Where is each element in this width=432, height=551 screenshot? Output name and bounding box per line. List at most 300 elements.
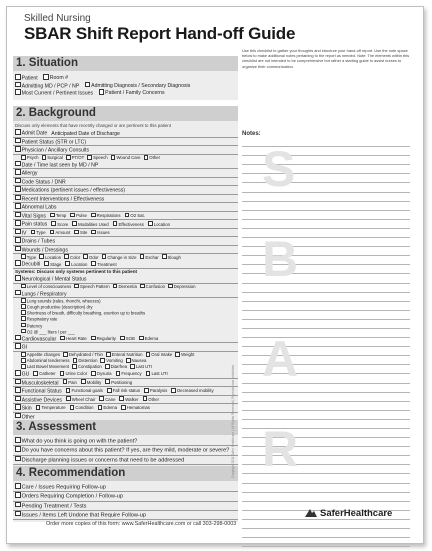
item-label: Patient Status (STR or LTC) [21,139,87,145]
item-label: GU [21,371,30,378]
extra-field [51,131,120,137]
sub-option-checkbox[interactable] [39,254,44,259]
sub-option-checkbox[interactable] [21,316,26,321]
sub-option-label: Cough productive (description) dry [26,304,93,310]
sub-option-checkbox[interactable] [111,155,116,160]
safer-healthcare-logo: SaferHealthcare [320,508,393,519]
item-label: Care / Issues Requiring Follow-up [21,484,106,491]
copyright-vertical: Copyright 2011 Safer Healthcare | All Rights Reserved | Reproduction prohibited [231,364,235,478]
sub-option-label: Location [44,254,62,260]
sub-option-checkbox[interactable] [21,298,26,303]
sub-option-checkbox[interactable] [21,304,26,309]
extra-label: Anticipated Date of Discharge [51,130,120,137]
sub-option-checkbox[interactable] [175,352,180,357]
item-label: What do you think is going on with the patient? [21,438,138,445]
sub-option [102,255,137,260]
item-checkbox[interactable] [15,186,21,192]
sub-option [168,284,196,289]
option-checkbox[interactable] [113,221,118,226]
sub-option [106,352,143,357]
option-checkbox[interactable] [66,388,71,393]
patient-checkbox[interactable] [15,74,21,80]
sub-option-label: Diarrhea [110,364,128,370]
option-label: Edema [144,336,159,342]
option-label: Stage [50,261,62,267]
current-issues-label: Most Current / Pertinent Issues [21,90,94,97]
item-label: GI [21,344,28,351]
option-label: Dysuria [96,371,112,377]
sub-option-label: Surgical [47,155,63,161]
sub-option-label: Change in Size [107,254,137,260]
inline-option [91,371,111,376]
option-checkbox[interactable] [60,336,65,341]
sub-option-label: Color [69,254,81,260]
note-line [242,411,410,420]
checklist-row [13,511,238,520]
sub-option-checkbox[interactable] [73,358,78,363]
current-issues-checkbox[interactable] [15,89,21,95]
sub-option-checkbox[interactable] [66,155,71,160]
item-label: Orders Requiring Completion / Follow-up [21,493,123,500]
sub-option [130,364,152,369]
sub-option [42,155,63,160]
note-line [242,493,410,502]
inline-option [70,405,94,410]
option-checkbox[interactable] [91,336,96,341]
item-label: Allergy [21,170,38,177]
sub-option [140,255,159,260]
option-checkbox[interactable] [66,396,71,401]
sub-option-checkbox[interactable] [63,352,68,357]
assessment-section [13,420,238,467]
checklist-row [13,237,238,246]
inline-option [171,388,213,393]
option-checkbox[interactable] [72,221,77,226]
situation-row [13,82,238,90]
background-section [13,106,238,423]
sub-option-checkbox[interactable] [72,364,77,369]
option-label: Other [148,396,160,402]
item-label: Recent Interventions / Effectiveness [21,196,105,203]
sub-option-checkbox[interactable] [140,254,145,259]
item-checkbox[interactable] [15,229,21,235]
checklist-row [13,212,238,221]
patient-label: Patient [21,75,38,82]
sub-option-label: Odor [89,254,99,260]
inline-option [99,397,115,402]
option-checkbox[interactable] [33,371,38,376]
option-checkbox[interactable] [70,213,75,218]
sub-option-label: O2 @ ___ liters / per ___ [26,329,75,335]
option-checkbox[interactable] [51,221,56,226]
item-checkbox[interactable] [15,413,21,419]
option-checkbox[interactable] [70,405,75,410]
inline-option [119,397,138,402]
sub-option-checkbox[interactable] [21,310,26,315]
item-label: Skin [21,405,32,412]
item-checkbox[interactable] [15,220,21,226]
instructions-column [242,48,410,69]
inline-option [44,262,61,267]
checklist-row [13,370,238,379]
sub-option-label: Lung sounds (rales, rhonchi, wheezes) [26,298,101,304]
option-checkbox[interactable] [125,213,130,218]
watermark-letter-b: B [262,231,299,287]
sub-option-checkbox[interactable] [126,358,131,363]
background-heading: 2. Background [13,106,238,121]
inline-option [33,371,55,376]
inline-option [65,262,87,267]
admitting-diagnosis-label: Admitting Diagnosis / Secondary Diagnosis [91,82,191,89]
sub-option [175,352,194,357]
item-checkbox[interactable] [15,446,21,452]
checklist-row [13,275,238,284]
sub-option-label: Respiratory rate [26,316,58,322]
sub-option-checkbox[interactable] [144,155,149,160]
inline-option [148,222,170,227]
checklist-row [13,483,238,492]
sub-option-checkbox[interactable] [21,364,26,369]
watermark-letter-s: S [262,141,296,197]
sub-option-label: Nausea [131,358,147,364]
inline-option [116,371,142,376]
option-checkbox[interactable] [116,371,121,376]
item-label: Other [21,413,35,420]
item-checkbox[interactable] [15,387,21,393]
situation-row [13,89,238,97]
option-checkbox[interactable] [36,405,41,410]
sub-option [21,284,71,289]
sub-option-checkbox[interactable] [105,364,110,369]
option-label: Pain [68,379,77,385]
option-label: Paralysis [149,388,168,394]
item-checkbox[interactable] [15,260,21,266]
item-checkbox[interactable] [15,379,21,385]
option-checkbox[interactable] [120,336,125,341]
item-label: Pain status [21,221,48,228]
inline-option [63,380,77,385]
background-note: Discuss only elements that have recently changed or are pertinent to this patient [15,123,171,128]
sub-option [73,358,98,363]
item-checkbox[interactable] [15,396,21,402]
option-checkbox[interactable] [91,371,96,376]
checklist-row [13,138,238,147]
sub-option-label: Patency [26,323,43,329]
note-line [242,484,410,493]
sub-option-checkbox[interactable] [83,254,88,259]
inline-option [121,405,150,410]
sub-option-label: Dehydrated / Thin [68,352,103,358]
item-label: Cardiovascular [21,336,57,343]
sub-option-label: Eschar [145,254,159,260]
sub-option-label: Other [149,155,161,161]
systems-note: Systems: Discuss only systems pertinent to this patient [15,268,138,274]
recommendation-section [13,466,238,522]
sub-option [87,155,107,160]
form-subtitle: Skilled Nursing [24,13,91,24]
item-checkbox[interactable] [15,275,21,281]
sub-option-label: Psych [26,155,39,161]
option-label: Effectiveness [118,221,144,227]
item-checkbox[interactable] [15,237,21,243]
sub-option-label: Weight [181,352,195,358]
option-checkbox[interactable] [63,379,68,384]
item-label: IV [21,230,27,237]
sub-option-label: Last Bowel Movement [26,364,70,370]
sub-option-checkbox[interactable] [21,358,26,363]
item-checkbox[interactable] [15,335,21,341]
note-line [242,311,410,320]
sub-option-checkbox[interactable] [87,155,92,160]
sub-option-label: Level of consciousness [26,284,72,290]
sub-option-label: Confusion [145,284,165,290]
item-checkbox[interactable] [15,138,21,144]
option-checkbox[interactable] [81,379,86,384]
item-checkbox[interactable] [15,212,21,218]
sub-option-checkbox[interactable] [21,323,26,328]
note-line [242,211,410,220]
sub-option-label: Speech [93,155,108,161]
option-label: Cane [105,396,116,402]
item-label: Medications (pertinent issues / effectiveness) [21,187,126,194]
checklist-row [13,246,238,255]
option-checkbox[interactable] [143,396,148,401]
inline-option [91,230,109,235]
situation-section [13,56,238,100]
checklist-row [13,396,238,405]
option-label: Catheter [39,371,56,377]
sub-option-checkbox[interactable] [21,254,26,259]
logo-icon [304,508,318,518]
notes-label: Notes: [242,131,261,137]
room-checkbox[interactable] [43,74,49,80]
checklist-row [13,404,238,413]
checklist-row [13,178,238,187]
note-line [242,529,410,538]
item-checkbox[interactable] [15,502,21,508]
option-label: Score [57,221,69,227]
item-checkbox[interactable] [15,146,21,152]
inline-option [31,230,46,235]
option-label: Issues [97,230,110,236]
inline-option [50,230,71,235]
sub-option-label: Distention [78,358,98,364]
item-checkbox[interactable] [15,246,21,252]
item-checkbox[interactable] [15,161,21,167]
option-checkbox[interactable] [60,371,65,376]
option-checkbox[interactable] [74,230,79,235]
checklist-row [13,260,238,269]
family-concerns-label: Patient / Family Concerns [105,90,165,97]
sub-option [21,358,70,363]
inline-option [107,388,140,393]
sub-option-checkbox[interactable] [130,364,135,369]
sub-option-checkbox[interactable] [42,155,47,160]
sub-option [74,284,109,289]
sub-option-checkbox[interactable] [106,352,111,357]
inline-option [91,213,121,218]
sub-option-label: Abdominal tenderness [26,358,70,364]
item-checkbox[interactable] [15,343,21,349]
sub-option [21,364,69,369]
option-checkbox[interactable] [146,371,151,376]
sub-option [146,352,173,357]
watermark-letter-r: R [262,421,299,477]
item-label: Wounds / Dressings [21,247,68,254]
option-label: Frequency [121,371,142,377]
sub-option-label: Last UTI [135,364,153,370]
sub-option-checkbox[interactable] [21,329,26,334]
item-checkbox[interactable] [15,492,21,498]
item-checkbox[interactable] [15,195,21,201]
checklist-row [13,290,238,299]
option-checkbox[interactable] [99,396,104,401]
option-checkbox[interactable] [98,405,103,410]
item-label: Physician / Ancillary Consults [21,147,90,154]
watermark-letter-a: A [262,331,299,387]
item-checkbox[interactable] [15,511,21,517]
item-checkbox[interactable] [15,129,21,135]
inline-option [146,371,168,376]
item-checkbox[interactable] [15,178,21,184]
option-checkbox[interactable] [121,405,126,410]
option-label: Positioning [111,379,133,385]
sub-option-label: PT/OT [71,155,85,161]
option-checkbox[interactable] [148,221,153,226]
inline-option [60,371,88,376]
option-label: Location [71,261,88,267]
option-checkbox[interactable] [144,388,149,393]
option-checkbox[interactable] [50,230,55,235]
inline-option [113,222,144,227]
option-checkbox[interactable] [119,396,124,401]
sub-option-checkbox[interactable] [21,284,26,289]
item-checkbox[interactable] [15,404,21,410]
option-checkbox[interactable] [44,261,49,266]
checklist-row [13,437,238,446]
note-line [242,202,410,211]
sub-option-label: Vomiting [106,358,123,364]
sub-option-checkbox[interactable] [146,352,151,357]
option-checkbox[interactable] [50,213,55,218]
item-checkbox[interactable] [15,169,21,175]
checklist-row [13,146,238,155]
sub-option-checkbox[interactable] [168,284,173,289]
item-checkbox[interactable] [15,483,21,489]
admitting-md-checkbox[interactable] [15,82,21,88]
item-label: Vital Signs [21,213,47,220]
inline-option [36,405,66,410]
item-checkbox[interactable] [15,437,21,443]
note-line [242,402,410,411]
checklist-row [13,220,238,229]
checklist-row [13,492,238,501]
inline-option [105,380,132,385]
inline-option [74,230,87,235]
sub-option-checkbox[interactable] [140,284,145,289]
sub-option-checkbox[interactable] [64,254,69,259]
option-label: SOB [125,336,135,342]
option-checkbox[interactable] [91,230,96,235]
item-label: Abnormal Labs [21,204,57,211]
sub-option-checkbox[interactable] [74,284,79,289]
sub-option-label: Depression [173,284,196,290]
option-checkbox[interactable] [65,261,70,266]
item-label: Neurological / Mental Status [21,276,87,283]
sub-option-label: Wound Care [116,155,141,161]
situation-heading: 1. Situation [13,56,238,71]
option-label: Walker [125,396,139,402]
sub-option-checkbox[interactable] [100,358,105,363]
sub-option-checkbox[interactable] [162,254,167,259]
option-checkbox[interactable] [105,379,110,384]
option-label: Modalities Used [78,221,109,227]
item-checkbox[interactable] [15,370,21,376]
option-checkbox[interactable] [91,261,96,266]
checklist-row [13,335,238,344]
instructions-text: Use this checklist to gather your thoughts and structure your hand-off report. Use the note space below to make additional notes pertaining to the report as needed. Note: The elements within this checklist are not intended to be comprehensive but rather a starting guide to assist nurses to organize their communication. [242,48,410,69]
sub-option [21,155,39,160]
sub-option-label: Type [26,254,37,260]
sub-option [66,155,84,160]
option-label: Mobility [86,379,102,385]
checklist-row [13,203,238,212]
option-label: Fall risk status [112,388,141,394]
sub-option [21,352,60,357]
checklist-row [13,456,238,465]
inline-option [139,336,158,341]
inline-option [143,397,160,402]
option-label: Hematomas [126,405,150,411]
option-label: Respirations [96,213,121,219]
item-label: Pending Treatment / Tests [21,502,87,509]
option-label: Urine Color [65,371,88,377]
option-checkbox[interactable] [171,388,176,393]
sub-option-label: Shortness of breath, difficulty breathing, exertion up to breaths [26,310,146,316]
sub-option-checkbox[interactable] [102,254,107,259]
option-checkbox[interactable] [107,388,112,393]
item-label: Discharge planning issues or concerns that need to be addressed [21,456,185,463]
checklist-row [13,195,238,204]
sub-option [21,255,36,260]
sub-option-label: Enteral Nutrition [111,352,143,358]
item-checkbox[interactable] [15,290,21,296]
option-checkbox[interactable] [139,336,144,341]
checklist-row [13,387,238,396]
sub-option-checkbox[interactable] [113,284,118,289]
item-label: Assistive Devices [21,396,62,403]
admitting-diagnosis-checkbox[interactable] [85,82,91,88]
sub-option-label: Oral Intake [151,352,173,358]
option-checkbox[interactable] [31,230,36,235]
inline-option [51,222,68,227]
family-concerns-checkbox[interactable] [99,89,105,95]
item-label: Admit Date [21,130,48,137]
sub-option-checkbox[interactable] [21,155,26,160]
item-checkbox[interactable] [15,203,21,209]
inline-option [60,336,87,341]
item-label: Date / Time last seen by MD / NP [21,162,99,169]
admitting-md-label: Admitting MD / PCP / NP [21,82,80,89]
option-label: Pulse [76,213,87,219]
sub-option-checkbox[interactable] [21,352,26,357]
option-label: Treatment [97,261,117,267]
inline-option [125,213,145,218]
item-checkbox[interactable] [15,456,21,462]
option-checkbox[interactable] [91,213,96,218]
recommendation-heading: 4. Recommendation [13,466,238,481]
checklist-row [13,502,238,511]
